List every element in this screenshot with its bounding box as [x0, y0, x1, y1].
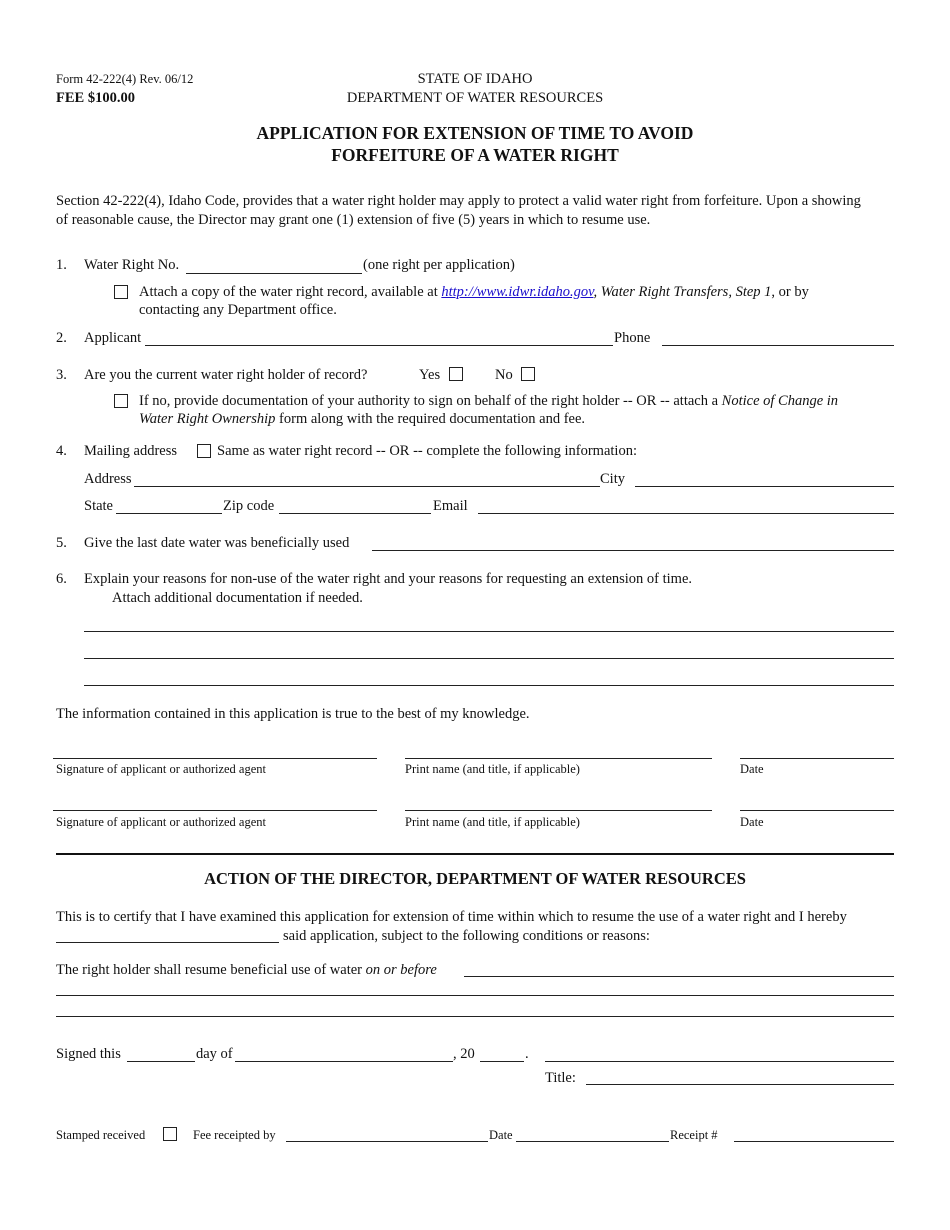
item2-number: 2.	[56, 330, 67, 346]
reasons-label: Explain your reasons for non-use of the water right and your reasons for requesting an extension of time.	[84, 571, 693, 587]
address-label: Address	[84, 471, 132, 487]
email-label: Email	[433, 498, 468, 514]
authority-prefix: If no, provide documentation of your authority to sign on behalf of the right holder -- OR -- attach a	[139, 393, 722, 409]
ownership-italic: Water Right Ownership	[139, 411, 276, 427]
fee-receipted-input[interactable]	[286, 1141, 488, 1142]
department-name: DEPARTMENT OF WATER RESOURCES	[346, 90, 604, 106]
signature-label-2: Signature of applicant or authorized agent	[56, 815, 266, 829]
certification-text: The information contained in this application is true to the best of my knowledge.	[56, 706, 530, 722]
date-input-2[interactable]	[740, 810, 894, 811]
footer-date-input[interactable]	[516, 1141, 669, 1142]
mailing-address-label: Mailing address	[84, 443, 178, 459]
resume-date-input[interactable]	[464, 976, 894, 977]
authority-text-line2	[139, 411, 585, 428]
last-use-label: Give the last date water was beneficially used	[84, 535, 350, 551]
authority-checkbox[interactable]	[114, 394, 128, 408]
conditions-line-2[interactable]	[56, 1016, 894, 1017]
one-right-note: (one right per application)	[363, 257, 515, 273]
print-name-input-1[interactable]	[405, 758, 712, 759]
intro-line2: of reasonable cause, the Director may grant one (1) extension of five (5) years in which to resume use.	[56, 212, 651, 228]
year-prefix: , 20	[453, 1046, 475, 1062]
yes-checkbox[interactable]	[449, 367, 463, 381]
phone-label: Phone	[614, 330, 651, 346]
reasons-line-1[interactable]	[84, 631, 894, 632]
action-line2: said application, subject to the following conditions or reasons:	[283, 928, 650, 944]
zip-input[interactable]	[279, 513, 431, 514]
attach-mid: , Water Right Transfers, Step 1	[593, 284, 772, 300]
director-signature-input[interactable]	[545, 1061, 894, 1062]
item6-number: 6.	[56, 571, 67, 587]
attach-suffix: , or by	[771, 284, 809, 300]
state-label: State	[84, 498, 113, 514]
water-right-input[interactable]	[186, 273, 362, 274]
city-input[interactable]	[635, 486, 894, 487]
signature-label-1: Signature of applicant or authorized agent	[56, 762, 266, 776]
reasons-sub: Attach additional documentation if needed.	[112, 590, 363, 606]
approve-deny-input[interactable]	[56, 942, 279, 943]
signature-input-2[interactable]	[53, 810, 377, 811]
email-input[interactable]	[478, 513, 894, 514]
zip-label: Zip code	[223, 498, 275, 514]
intro-line1: Section 42-222(4), Idaho Code, provides that a water right holder may apply to protect a valid water right from forfeiture. Upon a showing	[56, 193, 861, 209]
signed-year-input[interactable]	[480, 1061, 524, 1062]
print-name-label-2: Print name (and title, if applicable)	[405, 815, 580, 829]
stamped-received-label: Stamped received	[56, 1128, 146, 1142]
notice-change-italic: Notice of Change in	[721, 393, 839, 409]
yes-label: Yes	[419, 367, 441, 383]
form-title-line1: APPLICATION FOR EXTENSION OF TIME TO AVOID	[256, 123, 694, 143]
action-line1: This is to certify that I have examined this application for extension of time within which to resume the use of a water right and I hereby	[56, 909, 847, 925]
reasons-line-3[interactable]	[84, 685, 894, 686]
signed-this-label: Signed this	[56, 1046, 121, 1062]
fee-amount: FEE $100.00	[56, 90, 135, 106]
holder-question: Are you the current water right holder of record?	[84, 367, 368, 383]
no-checkbox[interactable]	[521, 367, 535, 381]
receipt-number-label: Receipt #	[670, 1128, 718, 1142]
footer-date-label: Date	[489, 1128, 513, 1142]
idwr-link[interactable]: http://www.idwr.idaho.gov	[441, 284, 594, 300]
action-title: ACTION OF THE DIRECTOR, DEPARTMENT OF WATER RESOURCES	[204, 869, 746, 888]
on-or-before-italic: on or before	[365, 962, 437, 978]
date-label-2: Date	[740, 815, 764, 829]
item4-number: 4.	[56, 443, 67, 459]
signed-period: .	[525, 1046, 529, 1062]
receipt-number-input[interactable]	[734, 1141, 894, 1142]
state-name: STATE OF IDAHO	[417, 71, 533, 87]
print-name-input-2[interactable]	[405, 810, 712, 811]
form-title-line2: FORFEITURE OF A WATER RIGHT	[331, 145, 619, 165]
stamped-received-checkbox[interactable]	[163, 1127, 177, 1141]
item5-number: 5.	[56, 535, 67, 551]
section-divider	[56, 853, 894, 855]
attach-record-checkbox[interactable]	[114, 285, 128, 299]
address-input[interactable]	[134, 486, 600, 487]
authority-text-line1	[139, 393, 838, 410]
resume-label	[56, 962, 437, 979]
attach-record-text	[139, 284, 809, 301]
date-input-1[interactable]	[740, 758, 894, 759]
no-label: No	[495, 367, 513, 383]
reasons-line-2[interactable]	[84, 658, 894, 659]
item1-number: 1.	[56, 257, 67, 273]
same-address-text: Same as water right record -- OR -- complete the following information:	[217, 443, 637, 459]
attach-prefix: Attach a copy of the water right record, available at	[139, 284, 442, 300]
form-number: Form 42-222(4) Rev. 06/12	[56, 72, 194, 86]
print-name-label-1: Print name (and title, if applicable)	[405, 762, 580, 776]
director-title-label: Title:	[545, 1070, 576, 1086]
signature-input-1[interactable]	[53, 758, 377, 759]
signed-month-input[interactable]	[235, 1061, 453, 1062]
authority-suffix: form along with the required documentation and fee.	[275, 411, 586, 427]
same-address-checkbox[interactable]	[197, 444, 211, 458]
water-right-label: Water Right No.	[84, 257, 180, 273]
conditions-line-1[interactable]	[56, 995, 894, 996]
attach-record-line2: contacting any Department office.	[139, 302, 337, 318]
last-use-input[interactable]	[372, 550, 894, 551]
city-label: City	[600, 471, 625, 487]
resume-prefix: The right holder shall resume beneficial use of water	[56, 962, 366, 978]
applicant-label: Applicant	[84, 330, 142, 346]
date-label-1: Date	[740, 762, 764, 776]
applicant-input[interactable]	[145, 345, 613, 346]
signed-day-input[interactable]	[127, 1061, 195, 1062]
phone-input[interactable]	[662, 345, 894, 346]
state-input[interactable]	[116, 513, 222, 514]
director-title-input[interactable]	[586, 1084, 894, 1085]
day-of-label: day of	[196, 1046, 233, 1062]
fee-receipted-label: Fee receipted by	[193, 1128, 276, 1142]
item3-number: 3.	[56, 367, 67, 383]
